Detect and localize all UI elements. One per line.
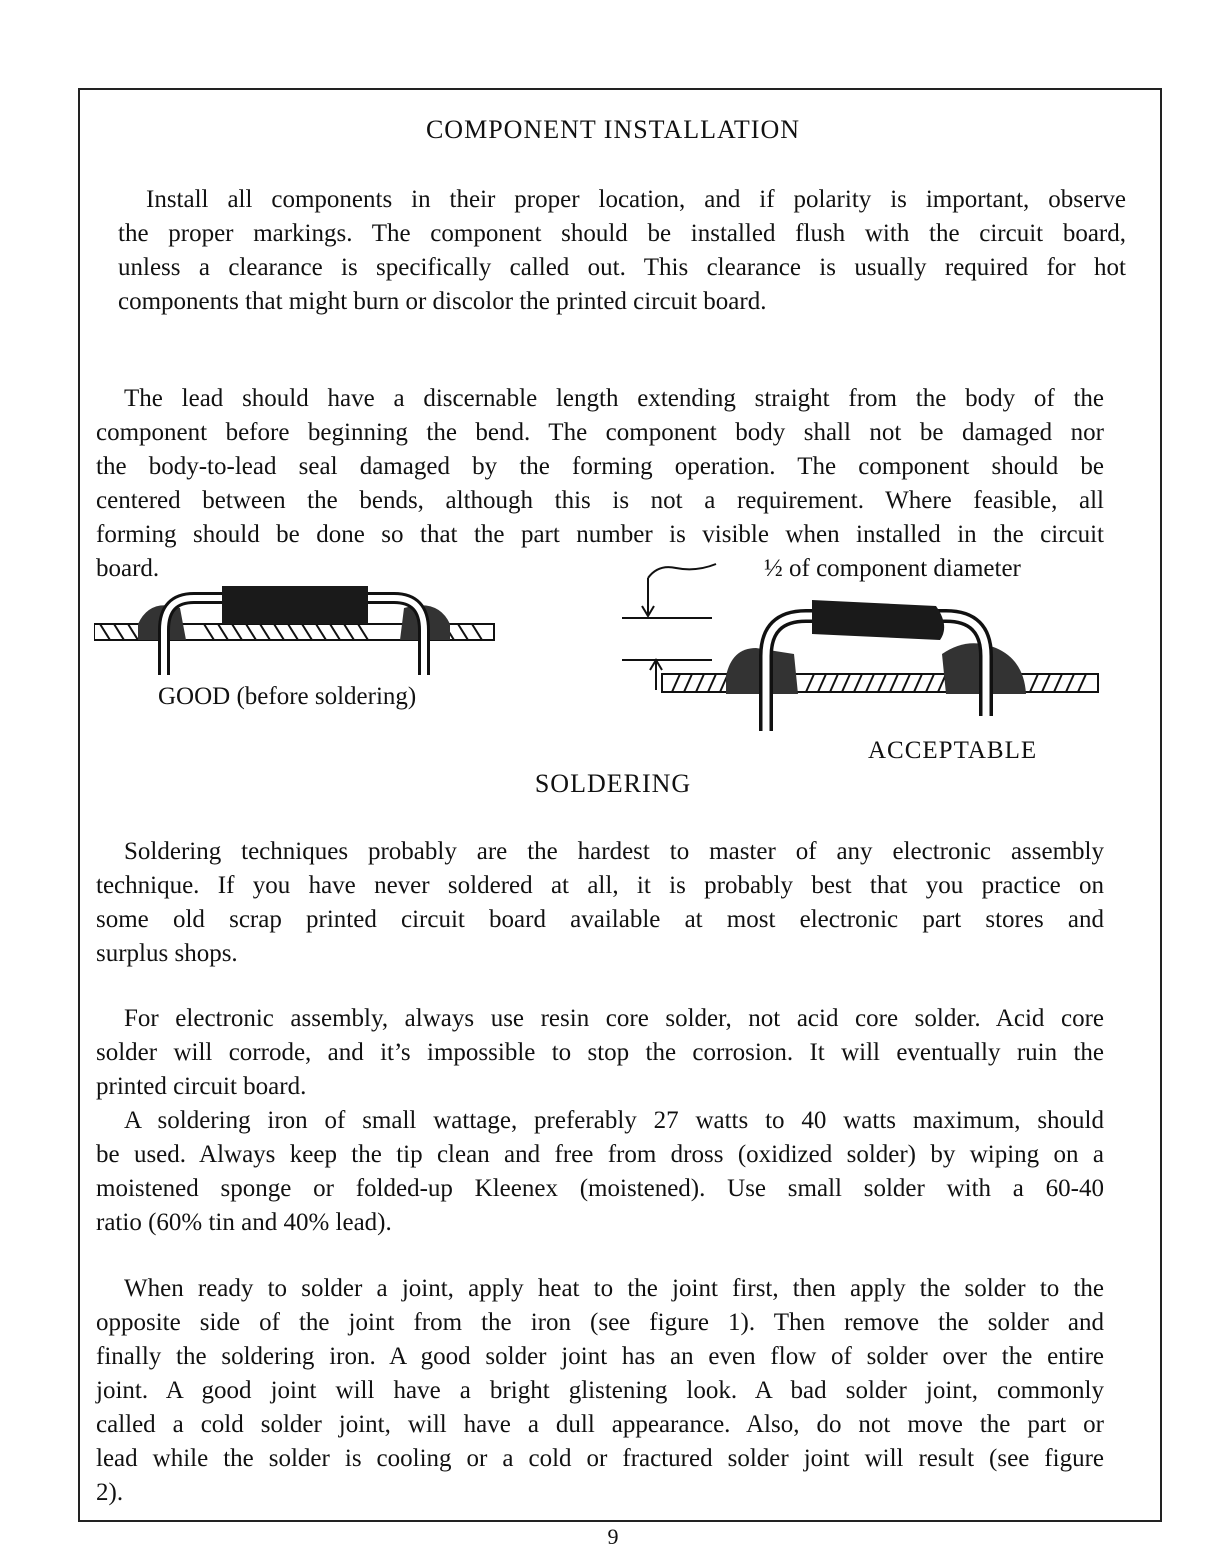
paragraph-soldering-iron: [96, 1104, 1104, 1240]
section-heading-soldering: SOLDERING: [534, 769, 692, 798]
text-line: some old scrap printed circuit board available at most electronic part stores and: [96, 906, 1104, 933]
text-line: moistened sponge or folded-up Kleenex (moistened). Use small solder with a 60-40: [96, 1175, 1104, 1202]
text-line: components that might burn or discolor the printed circuit board.: [118, 288, 767, 315]
text-line: Soldering techniques probably are the hardest to master of any electronic assembly: [124, 838, 1104, 865]
text-line: board.: [96, 555, 160, 582]
paragraph-soldering-intro: [96, 835, 1104, 971]
text-line: the body-to-lead seal damaged by the forming operation. The component should be: [96, 453, 1104, 480]
text-line: lead while the solder is cooling or a cold or fractured solder joint will result (see figure: [96, 1445, 1104, 1472]
text-line: solder will corrode, and it’s impossible to stop the corrosion. It will eventually ruin the: [96, 1039, 1104, 1066]
text-line: centered between the bends, although this is not a requirement. Where feasible, all: [96, 487, 1104, 514]
text-line: opposite side of the joint from the iron (see figure 1). Then remove the solder and: [96, 1309, 1104, 1336]
paragraph-solder-joint: [96, 1272, 1104, 1510]
text-line: the proper markings. The component should be installed flush with the circuit board,: [118, 220, 1126, 247]
caption-acceptable: ACCEPTABLE: [868, 737, 1038, 764]
figure-acceptable-mounting: [616, 556, 1100, 736]
text-line: forming should be done so that the part number is visible when installed in the circuit: [96, 521, 1104, 548]
figure-good-mounting: [94, 580, 498, 680]
text-line: Install all components in their proper location, and if polarity is important, observe: [146, 186, 1126, 213]
text-line: technique. If you have never soldered at all, it is probably best that you practice on: [96, 872, 1104, 899]
text-line: A soldering iron of small wattage, preferably 27 watts to 40 watts maximum, should: [124, 1107, 1104, 1134]
text-line: For electronic assembly, always use resin core solder, not acid core solder. Acid core: [124, 1005, 1104, 1032]
text-line: finally the soldering iron. A good solder joint has an even flow of solder over the entire: [96, 1343, 1104, 1370]
page-number: 9: [607, 1524, 619, 1549]
text-line: When ready to solder a joint, apply heat to the joint first, then apply the solder to the: [124, 1275, 1104, 1302]
caption-good: GOOD (before soldering): [158, 683, 417, 710]
section-heading-component-installation: COMPONENT INSTALLATION: [425, 115, 801, 144]
text-line: 2).: [96, 1479, 124, 1506]
text-line: surplus shops.: [96, 940, 238, 967]
clearance-dimension-label: ½ of component diameter: [764, 555, 1021, 582]
text-line: component before beginning the bend. The component body shall not be damaged nor: [96, 419, 1104, 446]
text-line: The lead should have a discernable length extending straight from the body of the: [124, 385, 1104, 412]
text-line: joint. A good joint will have a bright glistening look. A bad solder joint, commonly: [96, 1377, 1104, 1404]
text-line: ratio (60% tin and 40% lead).: [96, 1209, 392, 1236]
text-line: unless a clearance is specifically called out. This clearance is usually required for hot: [118, 254, 1126, 281]
paragraph-install-components: [118, 183, 1126, 319]
paragraph-resin-solder: [96, 1002, 1104, 1104]
text-line: printed circuit board.: [96, 1073, 307, 1100]
text-line: called a cold solder joint, will have a dull appearance. Also, do not move the part or: [96, 1411, 1104, 1438]
text-line: be used. Always keep the tip clean and free from dross (oxidized solder) by wiping on a: [96, 1141, 1104, 1168]
